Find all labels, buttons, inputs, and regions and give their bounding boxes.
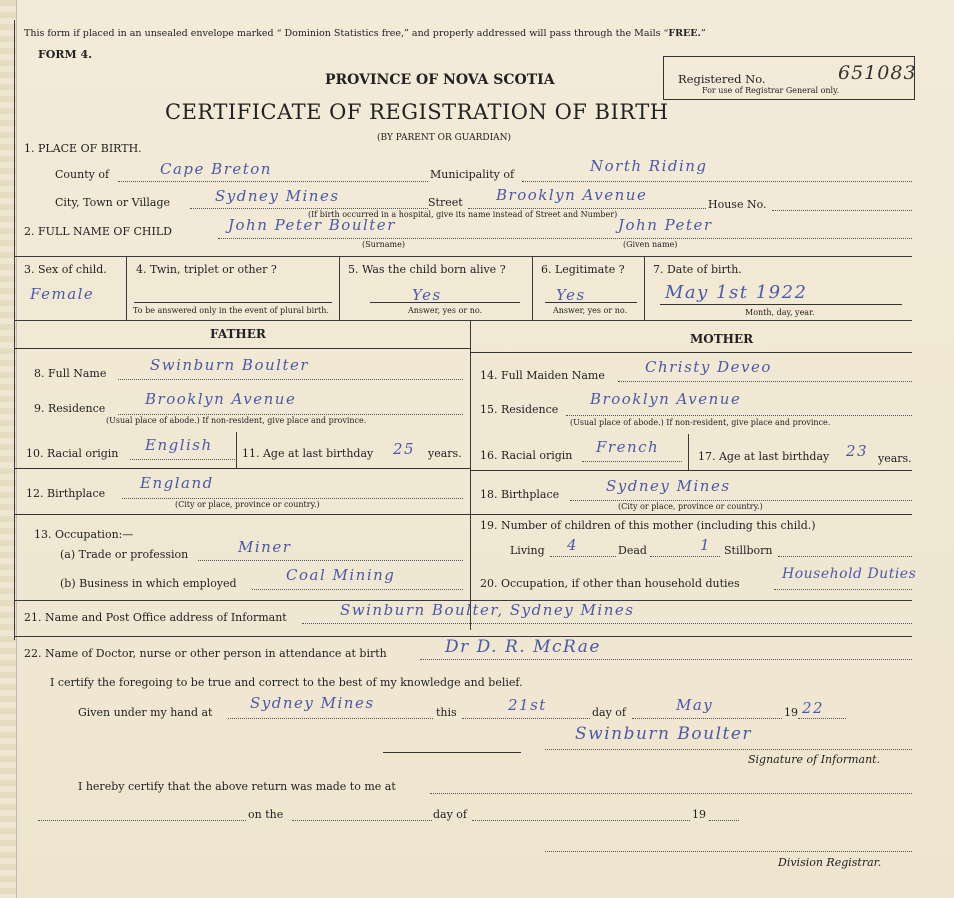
house-line [772, 210, 912, 211]
street-value: Brooklyn Avenue [496, 186, 648, 204]
legitimate-value: Yes [556, 286, 586, 304]
father-name-value: Swinburn Boulter [150, 356, 310, 374]
alive-note: Answer, yes or no. [408, 306, 483, 315]
registered-label: Registered No. [678, 72, 766, 86]
certificate-subtitle: (BY PARENT OR GUARDIAN) [377, 133, 512, 143]
living-label: Living [510, 544, 545, 557]
row3-bottom-rule [14, 320, 912, 321]
mother-name-value: Christy Deveo [645, 358, 772, 376]
date-line [660, 304, 902, 305]
father-occupation-rule [14, 514, 470, 515]
father-birthplace-label: 12. Birthplace [26, 487, 106, 500]
mother-age-label: 17. Age at last birthday [698, 450, 830, 463]
registrar-day-of: day of [433, 808, 468, 821]
informant-label: 21. Name and Post Office address of Informant [24, 611, 287, 624]
month-line [632, 718, 782, 719]
living-line [550, 556, 616, 557]
house-label: House No. [708, 198, 767, 211]
year-value: 22 [802, 699, 825, 717]
twin-note: To be answered only in the event of plural birth. [133, 306, 329, 315]
stillborn-label: Stillborn [724, 544, 773, 557]
children-label: 19. Number of children of this mother (including this child.) [480, 519, 816, 532]
registrar-day-line [292, 820, 432, 821]
doctor-line [420, 659, 912, 660]
city-value: Sydney Mines [215, 187, 340, 205]
father-business-value: Coal Mining [286, 566, 396, 584]
mother-birthplace-value: Sydney Mines [606, 477, 731, 495]
municipality-value: North Riding [590, 157, 708, 175]
date-value: May 1st 1922 [665, 282, 808, 303]
given-place-line [228, 718, 433, 719]
row3-div1 [126, 256, 127, 320]
stillborn-line [778, 556, 912, 557]
row3-top-rule [14, 256, 912, 257]
living-value: 4 [567, 536, 579, 554]
county-line [118, 181, 428, 182]
mother-years: years. [878, 452, 912, 465]
father-birthplace-note: (City or place, province or country.) [175, 500, 320, 509]
dead-line [650, 556, 720, 557]
street-note: (If birth occurred in a hospital, give its name instead of Street and Number) [308, 210, 618, 219]
county-value: Cape Breton [160, 160, 272, 178]
informant-signature: Swinburn Boulter [575, 724, 753, 744]
child-surname-value: John Peter Boulter [228, 216, 396, 234]
mother-birthplace-label: 18. Birthplace [480, 488, 560, 501]
mother-mid-rule [470, 470, 912, 471]
city-label: City, Town or Village [55, 196, 170, 209]
mother-residence-label: 15. Residence [480, 403, 559, 416]
postal-note: This form if placed in an unsealed envelope marked “ Dominion Statistics free,” and properly addressed will pass through the Mails “FREE.” [24, 28, 706, 39]
father-heading-rule [14, 348, 470, 349]
alive-value: Yes [412, 286, 442, 304]
dead-label: Dead [618, 544, 647, 557]
father-age-label: 11. Age at last birthday [242, 447, 374, 460]
mother-residence-value: Brooklyn Avenue [590, 390, 742, 408]
municipality-line [522, 181, 912, 182]
mother-name-label: 14. Full Maiden Name [480, 369, 605, 382]
father-residence-label: 9. Residence [34, 402, 106, 415]
row3-div4 [644, 256, 645, 320]
year-prefix: 19 [784, 706, 798, 719]
registrar-on-the: on the [248, 808, 284, 821]
father-residence-note: (Usual place of abode.) If non-resident, give place and province. [106, 416, 367, 425]
father-race-label: 10. Racial origin [26, 447, 119, 460]
certify-text: I certify the foregoing to be true and correct to the best of my knowledge and belief. [50, 676, 523, 689]
mother-occupation-value: Household Duties [782, 566, 917, 582]
city-line [190, 208, 428, 209]
sex-label: 3. Sex of child. [24, 263, 107, 276]
father-trade-value: Miner [238, 538, 292, 556]
mother-age-value: 23 [846, 442, 869, 460]
father-business-line [252, 589, 463, 590]
mother-name-line [618, 381, 912, 382]
informant-line [302, 623, 912, 624]
mother-birthplace-note: (City or place, province or country.) [618, 502, 763, 511]
registrar-signature-line [545, 851, 912, 852]
alive-label: 5. Was the child born alive ? [348, 263, 506, 276]
informant-value: Swinburn Boulter, Sydney Mines [340, 601, 635, 619]
row3-div3 [532, 256, 533, 320]
father-trade-label: (a) Trade or profession [60, 548, 189, 561]
mother-occupation-line [774, 589, 912, 590]
year-line [798, 718, 846, 719]
registrar-text: I hereby certify that the above return was made to me at [78, 780, 396, 793]
registered-note: For use of Registrar General only. [702, 86, 840, 95]
dead-value: 1 [700, 536, 712, 554]
father-residence-value: Brooklyn Avenue [145, 390, 297, 408]
date-label: 7. Date of birth. [653, 263, 742, 276]
mother-race-divider [688, 434, 689, 470]
child-name-line [218, 238, 912, 239]
registrar-year-prefix: 19 [692, 808, 706, 821]
month-value: May [676, 696, 714, 714]
given-under-label: Given under my hand at [78, 706, 213, 719]
twin-label: 4. Twin, triplet or other ? [136, 263, 277, 276]
frame-left [14, 20, 15, 640]
mother-birthplace-line [570, 500, 912, 501]
county-label: County of [55, 168, 110, 181]
province-heading: PROVINCE OF NOVA SCOTIA [325, 72, 555, 88]
father-race-line [130, 459, 235, 460]
father-mid-rule [14, 468, 470, 469]
street-line [468, 208, 706, 209]
surname-note: (Surname) [362, 240, 405, 249]
row3-div2 [339, 256, 340, 320]
informant-signature-line [545, 749, 912, 750]
day-value: 21st [508, 696, 547, 714]
mother-race-label: 16. Racial origin [480, 449, 573, 462]
registrar-year-line [709, 820, 739, 821]
mother-occupation-label: 20. Occupation, if other than household duties [480, 577, 740, 590]
sex-value: Female [30, 285, 95, 303]
father-name-label: 8. Full Name [34, 367, 107, 380]
registrar-place-line [430, 793, 912, 794]
mother-heading-rule [470, 352, 912, 353]
legitimate-note: Answer, yes or no. [553, 306, 628, 315]
registered-number: 651083 [838, 62, 917, 84]
mother-race-line [582, 461, 682, 462]
this-label: this [436, 706, 457, 719]
father-race-divider [236, 432, 237, 468]
father-birthplace-line [122, 498, 463, 499]
mother-residence-line [566, 415, 912, 416]
registrar-pre-line [38, 820, 246, 821]
father-heading: FATHER [210, 327, 266, 341]
father-years: years. [428, 447, 462, 460]
legitimate-label: 6. Legitimate ? [541, 263, 625, 276]
mother-heading: MOTHER [690, 332, 754, 346]
registrar-signature-label: Division Registrar. [778, 856, 882, 869]
parents-divider [470, 320, 471, 630]
given-place-value: Sydney Mines [250, 694, 375, 712]
legitimate-line [545, 302, 637, 303]
child-name-label: 2. FULL NAME OF CHILD [24, 225, 172, 238]
certificate-title: CERTIFICATE OF REGISTRATION OF BIRTH [165, 100, 669, 124]
seal-line [383, 752, 521, 753]
father-birthplace-value: England [140, 474, 214, 492]
father-business-label: (b) Business in which employed [60, 577, 237, 590]
given-name-note: (Given name) [623, 240, 678, 249]
father-name-line [118, 379, 463, 380]
twin-line [134, 302, 332, 303]
father-residence-line [118, 414, 463, 415]
father-age-value: 25 [393, 440, 416, 458]
father-race-value: English [145, 436, 213, 454]
mother-residence-note: (Usual place of abode.) If non-resident, give place and province. [570, 418, 831, 427]
street-label: Street [428, 196, 463, 209]
child-given-value: John Peter [618, 216, 713, 234]
doctor-value: Dr D. R. McRae [445, 637, 601, 657]
doctor-label: 22. Name of Doctor, nurse or other person in attendance at birth [24, 647, 387, 660]
father-occupation-label: 13. Occupation:— [34, 528, 134, 541]
place-of-birth-heading: 1. PLACE OF BIRTH. [24, 142, 142, 155]
date-note: Month, day, year. [745, 308, 815, 317]
informant-signature-label: Signature of Informant. [748, 753, 881, 766]
form-number: FORM 4. [38, 48, 93, 61]
mother-race-value: French [596, 438, 660, 456]
father-trade-line [198, 560, 463, 561]
registrar-month-line [472, 820, 690, 821]
alive-line [370, 302, 520, 303]
mother-children-rule [470, 514, 912, 515]
day-line [462, 718, 590, 719]
day-of-label: day of [592, 706, 627, 719]
municipality-label: Municipality of [430, 168, 515, 181]
